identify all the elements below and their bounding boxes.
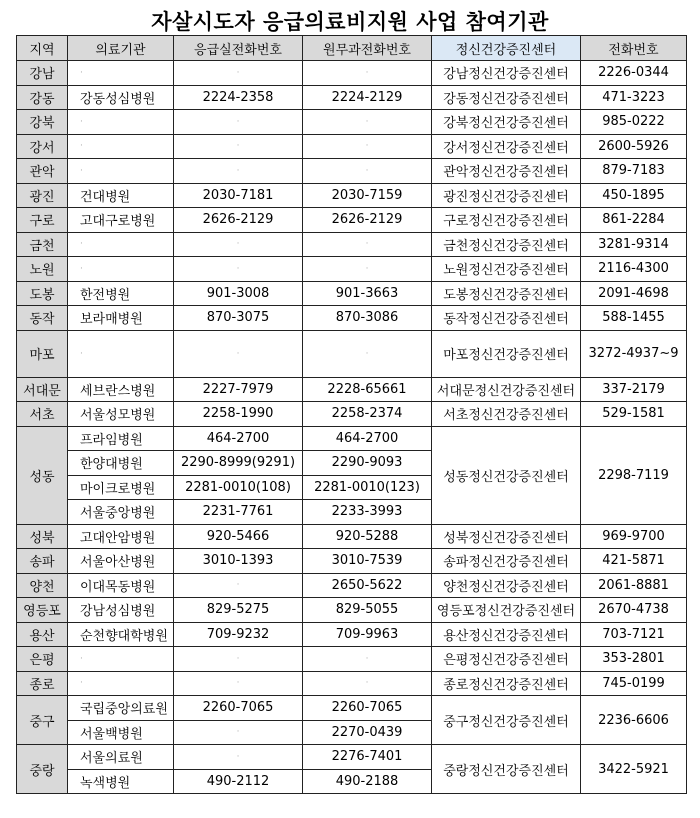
admin-phone-cell: 920-5288 [303,524,432,549]
center-phone-cell: 529-1581 [581,402,687,427]
er-phone-cell: · [174,257,303,282]
hospital-cell: 서울아산병원 [68,549,174,574]
admin-phone-cell: 3010-7539 [303,549,432,574]
table-row [17,330,687,377]
center-cell: 강서정신건강증진센터 [432,134,581,159]
center-cell: 용산정신건강증진센터 [432,622,581,647]
hospital-cell: 건대병원 [68,183,174,208]
hospital-cell: 녹색병원 [68,769,174,794]
center-phone-cell: 879-7183 [581,159,687,184]
region-cell: 동작 [17,306,68,331]
region-cell: 광진 [17,183,68,208]
er-phone-cell: · [174,330,303,377]
admin-phone-cell: 2650-5622 [303,573,432,598]
center-cell: 송파정신건강증진센터 [432,549,581,574]
er-phone-cell: 490-2112 [174,769,303,794]
er-phone-cell: 2258-1990 [174,402,303,427]
admin-phone-cell: 2270-0439 [303,720,432,745]
admin-phone-cell: · [303,61,432,86]
table-row [17,85,687,110]
admin-phone-cell: 2224-2129 [303,85,432,110]
header-er-phone: 응급실전화번호 [174,36,303,61]
center-cell: 금천정신건강증진센터 [432,232,581,257]
region-cell: 중구 [17,696,68,745]
center-cell: 성동정신건강증진센터 [432,426,581,524]
header-hospital: 의료기관 [68,36,174,61]
table-row [17,377,687,402]
table-row [17,257,687,282]
er-phone-cell: · [174,232,303,257]
region-cell: 노원 [17,257,68,282]
center-phone-cell: 337-2179 [581,377,687,402]
center-phone-cell: 588-1455 [581,306,687,331]
hospital-cell: 이대목동병원 [68,573,174,598]
er-phone-cell: 2626-2129 [174,208,303,233]
center-cell: 양천정신건강증진센터 [432,573,581,598]
hospital-cell: 고대구로병원 [68,208,174,233]
table-row [17,61,687,86]
table-row [17,159,687,184]
admin-phone-cell: · [303,134,432,159]
er-phone-cell: 2290-8999(9291) [174,451,303,476]
center-phone-cell: 2670-4738 [581,598,687,623]
region-cell: 성동 [17,426,68,524]
center-cell: 강동정신건강증진센터 [432,85,581,110]
er-phone-cell: 2224-2358 [174,85,303,110]
center-cell: 도봉정신건강증진센터 [432,281,581,306]
center-cell: 강남정신건강증진센터 [432,61,581,86]
hospital-cell: 프라임병원 [68,426,174,451]
admin-phone-cell: 2233-3993 [303,500,432,525]
center-cell: 중구정신건강증진센터 [432,696,581,745]
er-phone-cell: 464-2700 [174,426,303,451]
header-row [17,36,687,61]
center-phone-cell: 3272-4937~9 [581,330,687,377]
region-cell: 은평 [17,647,68,672]
admin-phone-cell: · [303,647,432,672]
hospital-cell: · [68,647,174,672]
center-phone-cell: 2298-7119 [581,426,687,524]
table-row [17,598,687,623]
er-phone-cell: · [174,573,303,598]
table-row [17,134,687,159]
table-row [17,110,687,135]
table-row [17,306,687,331]
er-phone-cell: 2260-7065 [174,696,303,721]
admin-phone-cell: 2626-2129 [303,208,432,233]
table-row [17,232,687,257]
center-cell: 동작정신건강증진센터 [432,306,581,331]
center-cell: 은평정신건강증진센터 [432,647,581,672]
center-phone-cell: 969-9700 [581,524,687,549]
region-cell: 종로 [17,671,68,696]
center-phone-cell: 2091-4698 [581,281,687,306]
region-cell: 중랑 [17,745,68,794]
table-row [17,573,687,598]
admin-phone-cell: 829-5055 [303,598,432,623]
center-cell: 관악정신건강증진센터 [432,159,581,184]
hospital-cell: · [68,232,174,257]
hospital-cell: 보라매병원 [68,306,174,331]
header-center-phone: 전화번호 [581,36,687,61]
er-phone-cell: · [174,61,303,86]
region-cell: 용산 [17,622,68,647]
center-phone-cell: 471-3223 [581,85,687,110]
center-phone-cell: 861-2284 [581,208,687,233]
center-phone-cell: 745-0199 [581,671,687,696]
er-phone-cell: 3010-1393 [174,549,303,574]
region-cell: 구로 [17,208,68,233]
table-row [17,524,687,549]
er-phone-cell: · [174,159,303,184]
region-cell: 서초 [17,402,68,427]
hospital-cell: 서울백병원 [68,720,174,745]
admin-phone-cell: · [303,257,432,282]
region-cell: 강북 [17,110,68,135]
admin-phone-cell: 901-3663 [303,281,432,306]
hospital-cell: 한전병원 [68,281,174,306]
page-title: 자살시도자 응급의료비지원 사업 참여기관 [151,10,549,34]
hospital-cell: · [68,134,174,159]
center-cell: 마포정신건강증진센터 [432,330,581,377]
region-cell: 도봉 [17,281,68,306]
region-cell: 송파 [17,549,68,574]
hospital-cell: 고대안암병원 [68,524,174,549]
center-cell: 성북정신건강증진센터 [432,524,581,549]
center-phone-cell: 703-7121 [581,622,687,647]
center-phone-cell: 985-0222 [581,110,687,135]
region-cell: 금천 [17,232,68,257]
table-row [17,281,687,306]
table-row [17,696,687,721]
admin-phone-cell: · [303,671,432,696]
hospital-cell: 강남성심병원 [68,598,174,623]
table-row [17,745,687,770]
er-phone-cell: 2281-0010(108) [174,475,303,500]
admin-phone-cell: · [303,330,432,377]
center-cell: 서초정신건강증진센터 [432,402,581,427]
hospital-cell: · [68,110,174,135]
admin-phone-cell: 2260-7065 [303,696,432,721]
center-cell: 종로정신건강증진센터 [432,671,581,696]
er-phone-cell: 829-5275 [174,598,303,623]
region-cell: 서대문 [17,377,68,402]
region-cell: 마포 [17,330,68,377]
center-phone-cell: 3422-5921 [581,745,687,794]
table-row [17,549,687,574]
hospital-cell: 순천향대학병원 [68,622,174,647]
center-phone-cell: 421-5871 [581,549,687,574]
table-row [17,208,687,233]
admin-phone-cell: · [303,159,432,184]
admin-phone-cell: 2290-9093 [303,451,432,476]
region-cell: 영등포 [17,598,68,623]
center-cell: 서대문정신건강증진센터 [432,377,581,402]
center-phone-cell: 353-2801 [581,647,687,672]
hospital-cell: 세브란스병원 [68,377,174,402]
center-cell: 중랑정신건강증진센터 [432,745,581,794]
er-phone-cell: · [174,110,303,135]
er-phone-cell: 709-9232 [174,622,303,647]
center-phone-cell: 2236-6606 [581,696,687,745]
er-phone-cell: · [174,720,303,745]
center-phone-cell: 2061-8881 [581,573,687,598]
center-phone-cell: 2116-4300 [581,257,687,282]
admin-phone-cell: 2228-65661 [303,377,432,402]
hospital-cell: 국립중앙의료원 [68,696,174,721]
admin-phone-cell: 2276-7401 [303,745,432,770]
hospital-cell: · [68,159,174,184]
center-cell: 영등포정신건강증진센터 [432,598,581,623]
er-phone-cell: 2231-7761 [174,500,303,525]
center-phone-cell: 2226-0344 [581,61,687,86]
region-cell: 성북 [17,524,68,549]
center-cell: 광진정신건강증진센터 [432,183,581,208]
hospital-cell: 한양대병원 [68,451,174,476]
table-row [17,671,687,696]
admin-phone-cell: 2258-2374 [303,402,432,427]
er-phone-cell: · [174,647,303,672]
hospital-cell: 서울성모병원 [68,402,174,427]
admin-phone-cell: 709-9963 [303,622,432,647]
admin-phone-cell: 464-2700 [303,426,432,451]
er-phone-cell: 2030-7181 [174,183,303,208]
table-row [17,183,687,208]
center-phone-cell: 2600-5926 [581,134,687,159]
admin-phone-cell: 870-3086 [303,306,432,331]
region-cell: 양천 [17,573,68,598]
header-region: 지역 [17,36,68,61]
table-row [17,402,687,427]
center-phone-cell: 450-1895 [581,183,687,208]
hospital-cell: · [68,257,174,282]
admin-phone-cell: 2281-0010(123) [303,475,432,500]
center-cell: 노원정신건강증진센터 [432,257,581,282]
admin-phone-cell: · [303,110,432,135]
hospital-cell: 서울의료원 [68,745,174,770]
er-phone-cell: · [174,671,303,696]
er-phone-cell: 2227-7979 [174,377,303,402]
hospital-cell: · [68,61,174,86]
table-row [17,426,687,451]
admin-phone-cell: · [303,232,432,257]
center-cell: 구로정신건강증진센터 [432,208,581,233]
participating-institutions-table [16,35,687,794]
hospital-cell: · [68,671,174,696]
admin-phone-cell: 490-2188 [303,769,432,794]
table-row [17,622,687,647]
header-admin-phone: 원무과전화번호 [303,36,432,61]
er-phone-cell: 870-3075 [174,306,303,331]
er-phone-cell: 901-3008 [174,281,303,306]
hospital-cell: 서울중앙병원 [68,500,174,525]
er-phone-cell: 920-5466 [174,524,303,549]
center-phone-cell: 3281-9314 [581,232,687,257]
hospital-cell: 강동성심병원 [68,85,174,110]
er-phone-cell: · [174,134,303,159]
hospital-cell: 마이크로병원 [68,475,174,500]
center-cell: 강북정신건강증진센터 [432,110,581,135]
er-phone-cell: · [174,745,303,770]
region-cell: 강서 [17,134,68,159]
admin-phone-cell: 2030-7159 [303,183,432,208]
region-cell: 강동 [17,85,68,110]
table-row [17,647,687,672]
region-cell: 관악 [17,159,68,184]
hospital-cell: · [68,330,174,377]
region-cell: 강남 [17,61,68,86]
header-center: 정신건강증진센터 [432,36,581,61]
